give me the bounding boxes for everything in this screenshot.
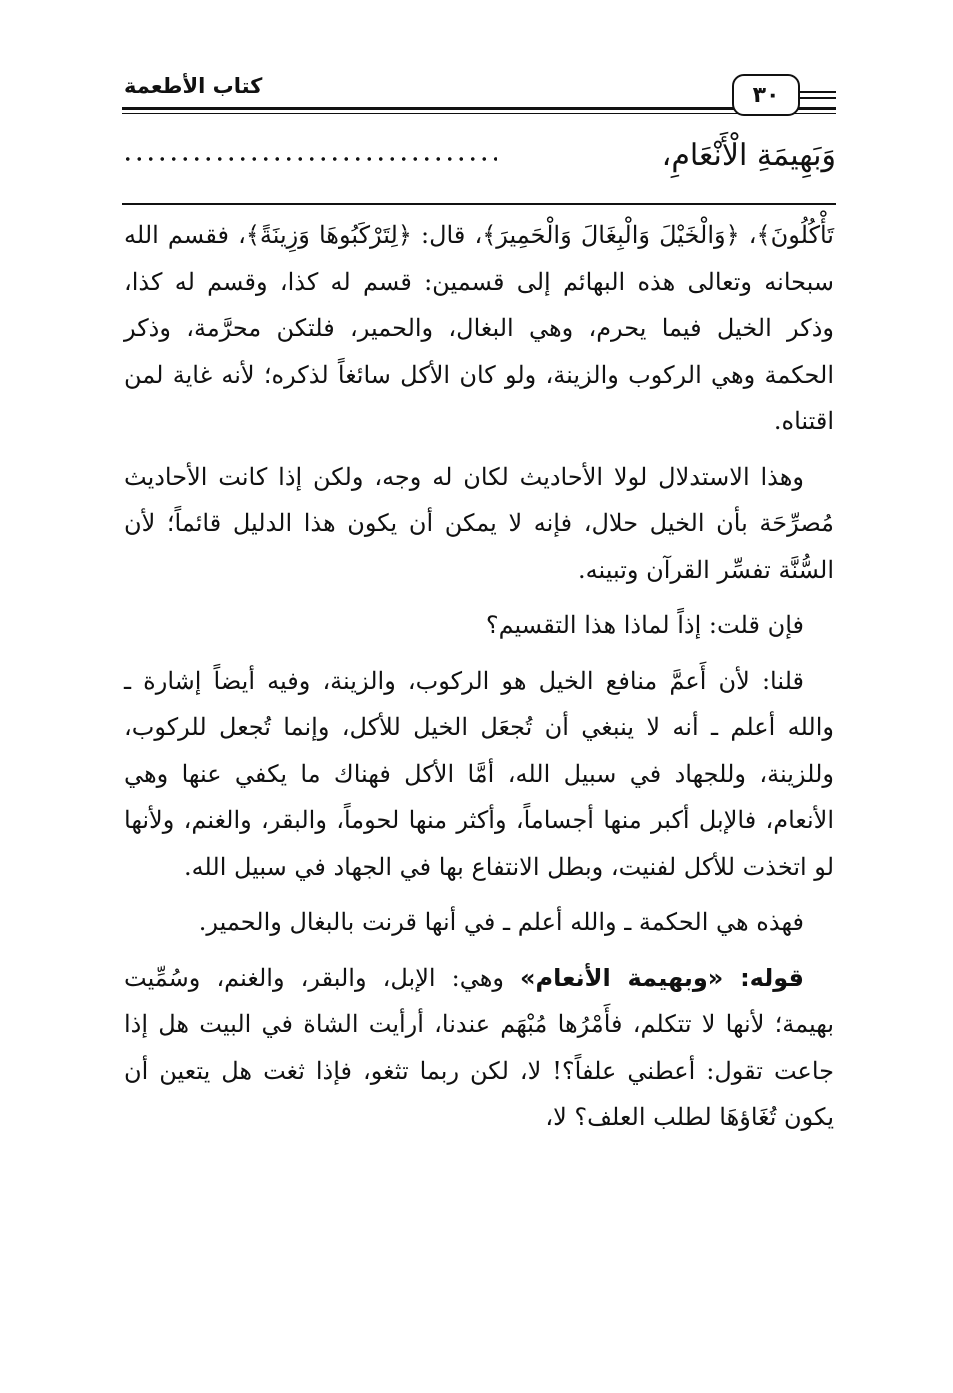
paragraph-1: [124, 212, 834, 445]
paragraph-5: [124, 899, 834, 946]
page-number-text: ٣٠: [752, 82, 780, 108]
book-title: كتاب الأطعمة: [124, 74, 263, 98]
commentary-body: [124, 212, 834, 1150]
paragraph-4-text: قلنا: لأن أَعمَّ منافع الخيل هو الركوب، والزينة، وفيه أيضاً إشارة ـ والله أعلم ـ أنه لا ينبغي أن تُجعَل الخيل للأكل، وإنما تُجعل للركوب، وللزينة، وللجهاد في سبيل الله، أمَّا الأكل فهناك ما يكفي عنها وهي الأنعام، فالإبل أكبر منها أجساماً، وأكثر منها لحوماً، والبقر، والغنم، ولأنها لو اتخذت للأكل لفنيت، وبطل الانتفاع بها في الجهاد في سبيل الله.: [124, 666, 835, 881]
paragraph-6-text: وهي: الإبل، والبقر، والغنم، وسُمِّيت بهيمة؛ لأنها لا تتكلم، فأَمْرُها مُبْهَم عندنا، أرأيت الشاة في البيت هل إذا جاعت تقول: أعطني علفاً؟! لا، لكن ربما تثغو، فإذا ثغت هل يتعين أن يكون تُغَاؤهَا لطلب العلف؟ لا،: [124, 963, 834, 1131]
page-number: [732, 74, 800, 116]
paragraph-6-lead: قوله: «وبهيمة الأنعام»: [520, 963, 804, 992]
matn-text: وَبَهِيمَةِ الْأَنْعَامِ،: [661, 138, 836, 173]
matn-line: [122, 136, 836, 186]
header-rule-right-top: [800, 91, 836, 93]
header-rule-right-bottom: [800, 97, 836, 99]
paragraph-1-text: تَأْكُلُونَ﴾، ﴿وَالْخَيْلَ وَالْبِغَالَ وَالْحَمِيرَ﴾، قال: ﴿لِتَرْكَبُوهَا وَزِينَةً﴾، فقسم الله سبحانه وتعالى هذه البهائم إلى قسمين: قسم له كذا، وقسم له كذا، وذكر الخيل فيما يحرم، وهي البغال، والحمير، فلتكن محرَّمة، وذكر الحكمة وهي الركوب والزينة، ولو كان الأكل سائغاً لذكره؛ لأنه غاية لمن اقتناه.: [124, 221, 834, 435]
paragraph-3-text: فإن قلت: إذاً لماذا هذا التقسيم؟: [485, 611, 804, 639]
matn-separator-rule: [122, 203, 836, 205]
header-rule-thick: [122, 107, 836, 110]
paragraph-2-text: وهذا الاستدلال لولا الأحاديث لكان له وجه، ولكن إذا كانت الأحاديث مُصرِّحَة بأن الخيل حلال، فإنه لا يمكن أن يكون هذا الدليل قائماً؛ لأن السُّنَّة تفسِّر القرآن وتبينه.: [124, 462, 834, 584]
paragraph-2: [124, 454, 834, 594]
paragraph-3: [124, 602, 834, 649]
matn-dotted-leader: [122, 154, 497, 164]
paragraph-6: [124, 955, 834, 1141]
paragraph-5-text: فهذه هي الحكمة ـ والله أعلم ـ في أنها قرنت بالبغال والحمير.: [198, 908, 804, 936]
paragraph-4: [124, 658, 834, 891]
page-header: [122, 68, 836, 124]
header-rule-thin: [122, 113, 836, 114]
